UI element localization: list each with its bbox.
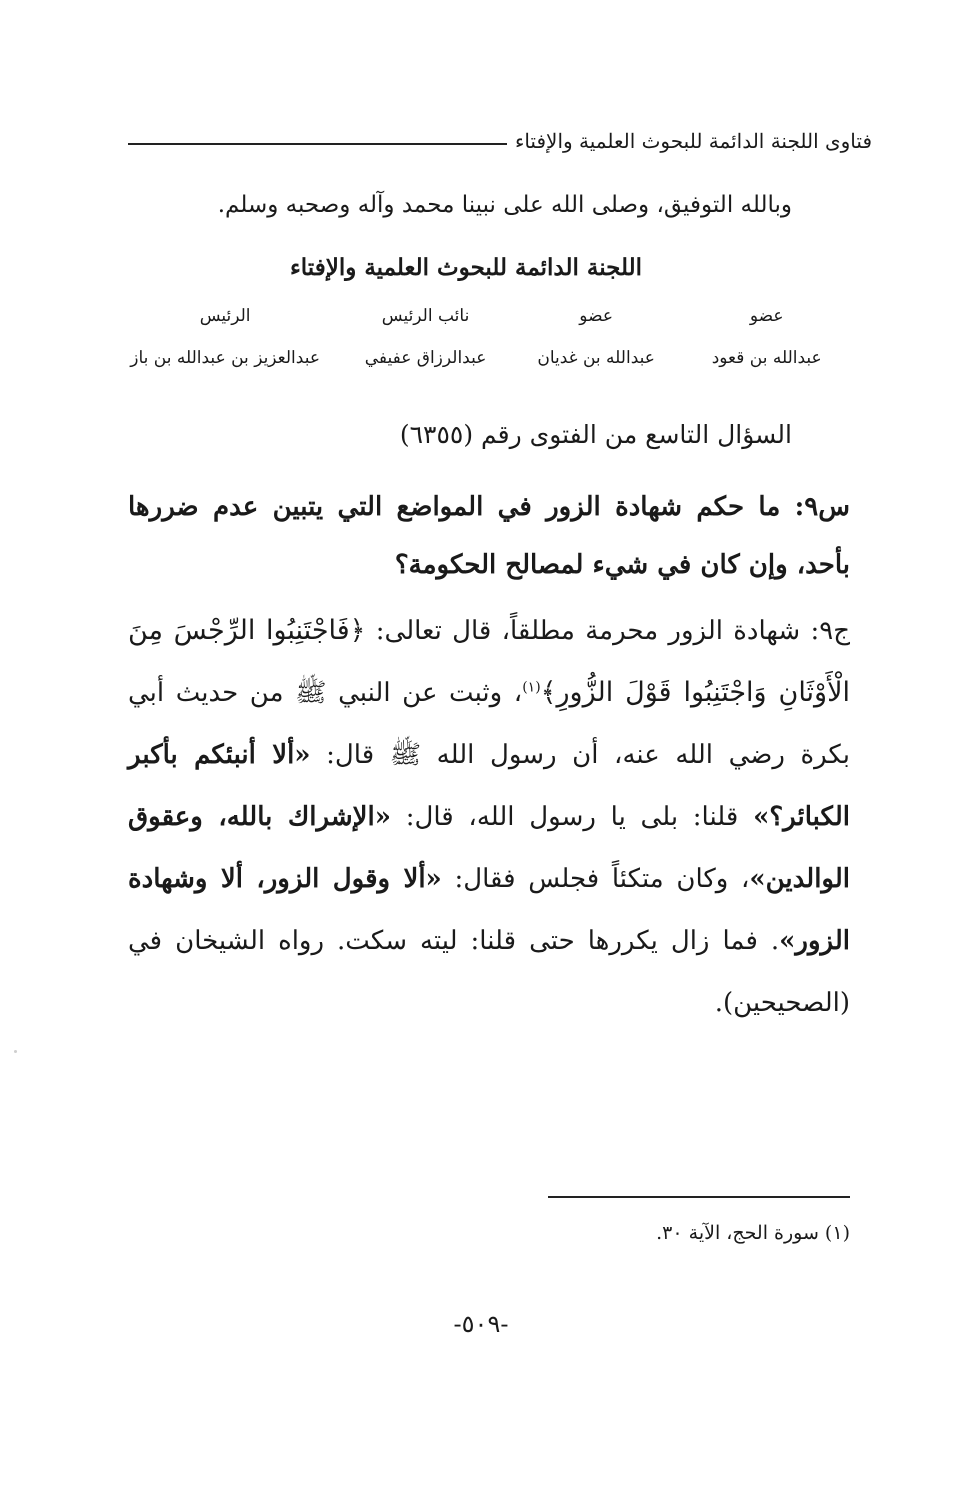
- answer-paragraph: [128, 600, 850, 1034]
- closing-line: وبالله التوفيق، وصلى الله على نبينا محمد وآله وصحبه وسلم.: [217, 192, 792, 218]
- role-member-1: عضو: [749, 306, 784, 326]
- footnote: (١) سورة الحج، الآية ٣٠.: [656, 1222, 850, 1244]
- role-president: الرئيس: [199, 306, 251, 326]
- footnote-marker: (١): [522, 679, 541, 696]
- answer-label: ج٩:: [810, 616, 850, 646]
- quran-verse: ﴿فَاجْتَنِبُوا الرِّجْسَ مِنَ الْأَوْثَانِ وَاجْتَنِبُوا قَوْلَ الزُّورِ﴾: [128, 615, 850, 708]
- member-name-1: عبدالله بن قعود: [711, 348, 822, 368]
- hadith-quote-2: «الإشراك بالله، وعقوق الوالدين»: [128, 802, 850, 894]
- answer-end: . فما زال يكررها حتى قلنا: ليته سكت. رواه الشيخان في (الصحيحين).: [128, 926, 850, 1018]
- role-member-2: عضو: [579, 306, 613, 326]
- role-vice-president: نائب الرئيس: [381, 306, 470, 326]
- member-name-4: عبدالعزيز بن عبدالله بن باز: [130, 348, 320, 368]
- signature-roles: [110, 306, 852, 326]
- member-name-2: عبدالله بن غديان: [537, 348, 655, 368]
- answer-after-quran: ، وثبت عن النبي ﷺ من حديث أبي بكرة رضي الله عنه، أن رسول الله ﷺ قال:: [128, 678, 851, 770]
- hadith-quote-3: «ألا وقول الزور، ألا وشهادة الزور»: [128, 864, 850, 956]
- answer-mid-2: ، وكان متكئاً فجلس فقال:: [454, 864, 750, 894]
- page-number: -٥٠٩-: [453, 1310, 509, 1338]
- answer-mid-1: قلنا: بلى يا رسول الله، قال:: [405, 802, 739, 832]
- question-paragraph: [128, 478, 850, 594]
- running-header-title: فتاوى اللجنة الدائمة للبحوث العلمية والإفتاء: [514, 129, 872, 153]
- question-reference: السؤال التاسع من الفتوى رقم (٦٣٥٥): [399, 420, 792, 449]
- hadith-quote-1: «ألا أنبئكم بأكبر الكبائر؟»: [128, 740, 850, 832]
- header-rule: [128, 143, 507, 145]
- footnote-rule: [548, 1196, 850, 1198]
- scan-speck: [14, 1050, 17, 1053]
- question-label: س٩:: [794, 492, 850, 522]
- running-header: [128, 126, 872, 156]
- member-name-3: عبدالرزاق عفيفي: [364, 348, 487, 368]
- question-text: ما حكم شهادة الزور في المواضع التي يتبين عدم ضررها بأحد، وإن كان في شيء لمصالح الحكومة؟: [128, 492, 850, 580]
- answer-intro: شهادة الزور محرمة مطلقاً، قال تعالى:: [375, 616, 801, 646]
- committee-name: اللجنة الدائمة للبحوث العلمية والإفتاء: [289, 254, 643, 281]
- signature-names: [110, 348, 852, 368]
